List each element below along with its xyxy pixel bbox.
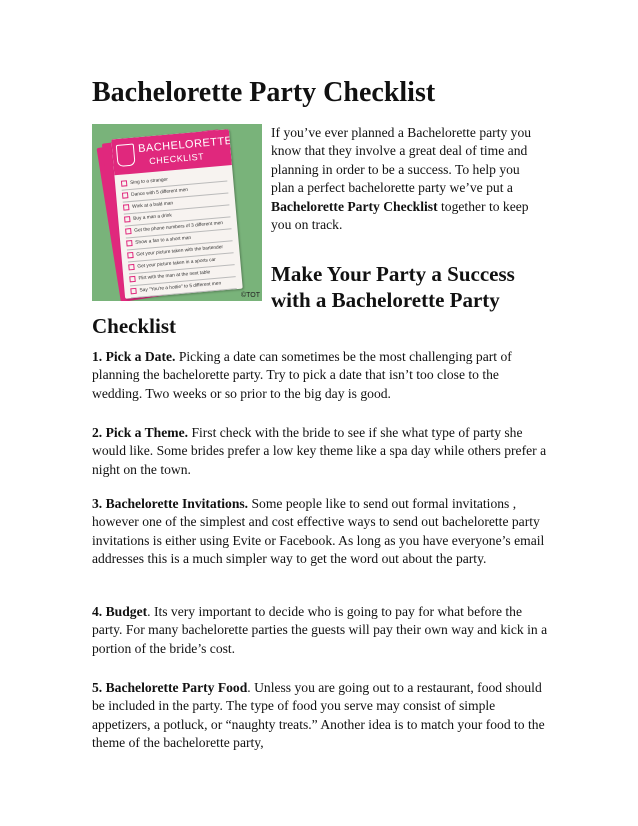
- intro-bold: Bachelorette Party Checklist: [271, 198, 438, 214]
- card-checklist: [115, 169, 243, 299]
- card-subtitle: CHECKLIST: [148, 151, 205, 167]
- checklist-item: [92, 679, 548, 753]
- checklist-item: [92, 424, 548, 479]
- item-label: 1. Pick a Date.: [92, 349, 176, 364]
- item-label: 2. Pick a Theme.: [92, 425, 189, 440]
- section-heading-tail: Checklist: [92, 314, 176, 338]
- card-item: Get your picture taken in a sports car: [128, 253, 235, 274]
- item-label: 4. Budget: [92, 604, 148, 619]
- martini-glass-icon: [116, 144, 136, 167]
- card-item: Show a fan to a short man: [126, 229, 233, 250]
- page-title: Bachelorette Party Checklist: [92, 77, 436, 108]
- item-text: Some people like to send out formal invitations , however one of the simplest and cost effective ways to send out bachelorette party invitations is either using Evite or Facebook. As long as you have everyone’s email addresses this is a much simpler way to get the word out about the party.: [92, 496, 545, 567]
- card-item: Sing to a stranger: [121, 170, 228, 191]
- card-item: Flirt with the man at the next table: [129, 265, 236, 286]
- card-item: Get the phone numbers of 3 different men: [125, 217, 232, 238]
- item-text: . Unless you are going out to a restaurant, food should be included in the party. The type of food you serve may consist of simple appetizers, a potluck, or “naughty treats.” Another idea is to match your food to the theme of the bachelorette party,: [92, 680, 545, 751]
- item-label: 3. Bachelorette Invitations.: [92, 496, 249, 511]
- card-item: Get your picture taken with the bartender: [127, 241, 234, 262]
- intro-text: If you’ve ever planned a Bachelorette party you know that they involve a great deal of time and planning in order to be a success. To help you plan a perfect bachelorette party we’ve put a: [271, 125, 532, 196]
- checklist-item: [92, 348, 548, 403]
- card-item: Dance with 5 different men: [122, 181, 229, 202]
- item-label: 5. Bachelorette Party Food: [92, 680, 248, 695]
- card-item: Buy a man a drink: [124, 205, 231, 226]
- card-item: Say "You're a hottie" to 5 different men: [130, 277, 237, 298]
- section-heading: Make Your Party a Success with a Bachelorette Party: [271, 262, 515, 312]
- intro-paragraph: [271, 124, 546, 234]
- checklist-card: [111, 129, 242, 299]
- card-header: [111, 129, 232, 175]
- item-text: . Its very important to decide who is going to pay for what before the party. For many bachelorette parties the guests will pay their own way and kick in a portion of the bride’s cost.: [92, 604, 548, 656]
- item-text: Picking a date can sometimes be the most challenging part of planning the bachelorette party. Try to pick a date that isn’t too close to the wedding. Two weeks or so prior to the big day is good.: [92, 349, 512, 401]
- item-text: First check with the bride to see if she what type of party she would like. Some brides prefer a low key theme like a spa day while others prefer a night on the town.: [92, 425, 547, 477]
- card-stack: [108, 128, 232, 294]
- checklist-photo: [92, 124, 262, 301]
- card-title: BACHELORETTE: [137, 134, 234, 156]
- photo-watermark: ©TOT: [240, 292, 260, 299]
- checklist-item: [92, 495, 548, 569]
- card-item: Wink at a bald man: [123, 193, 230, 214]
- checklist-item: [92, 603, 548, 658]
- intro-text-end: together to keep you on track.: [271, 198, 529, 233]
